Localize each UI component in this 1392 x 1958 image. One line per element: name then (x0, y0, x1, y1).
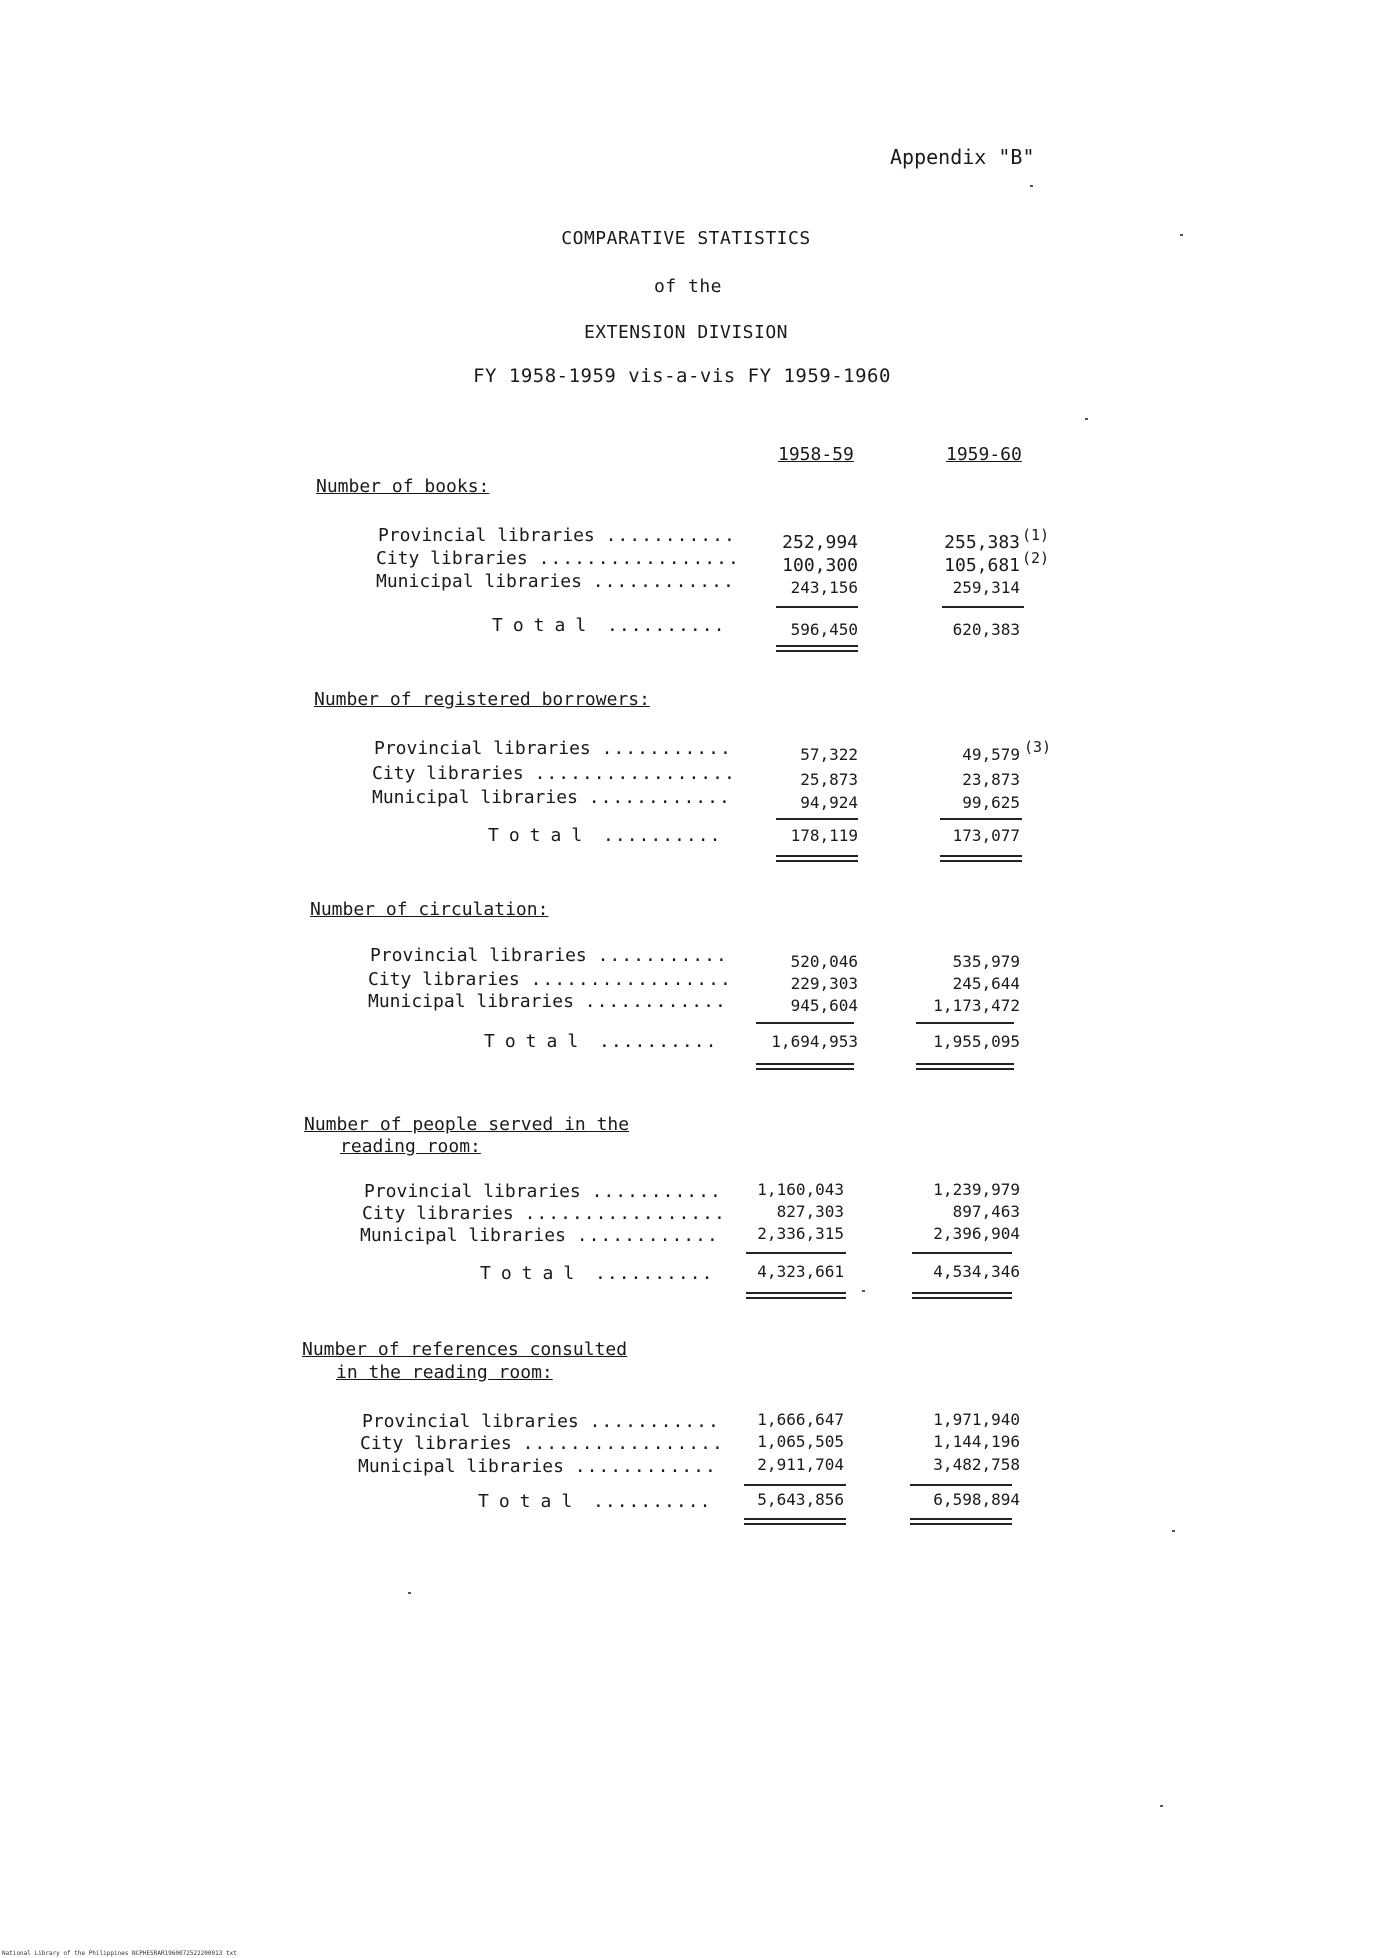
value-1958-59: 243,156 (790, 578, 858, 597)
value-1959-60: 245,644 (952, 974, 1020, 993)
total-double-rule (756, 1063, 854, 1070)
row-label: City libraries (372, 763, 524, 784)
sum-rule (912, 1252, 1012, 1254)
scan-speck (1180, 234, 1183, 236)
value-1959-60: 259,314 (952, 578, 1020, 597)
row-label: Provincial libraries (370, 945, 587, 966)
footnote-marker: (3) (1024, 738, 1052, 756)
total-double-rule (746, 1292, 846, 1299)
leader-dots: ............ (592, 571, 735, 592)
total-double-rule (744, 1518, 846, 1525)
leader-dots: ................. (538, 548, 740, 569)
sum-rule (942, 606, 1024, 608)
leader-dots: .......... (607, 615, 726, 636)
leader-dots: ................. (534, 763, 736, 784)
leader-dots: .......... (595, 1263, 714, 1284)
value-1958-59: 1,160,043 (757, 1180, 844, 1199)
total-1958-59: 1,694,953 (771, 1032, 858, 1051)
row-label: Provincial libraries (362, 1411, 579, 1432)
total-1959-60: 1,955,095 (933, 1032, 1020, 1051)
row-label: Municipal libraries (358, 1456, 564, 1477)
footnote-marker: (2) (1022, 549, 1050, 567)
value-1958-59: 229,303 (790, 974, 858, 993)
total-label: Total (488, 825, 593, 846)
row-label: Municipal libraries (360, 1225, 566, 1246)
leader-dots: ........... (589, 1411, 720, 1432)
leader-dots: ............ (576, 1225, 719, 1246)
title-line-4: FY 1958-1959 vis-a-vis FY 1959-1960 (473, 365, 891, 387)
total-label: Total (492, 615, 597, 636)
total-double-rule (910, 1518, 1012, 1525)
footnote-marker: (1) (1022, 526, 1050, 544)
value-1959-60: 99,625 (962, 793, 1020, 812)
section-label: Number of books: (316, 476, 490, 497)
value-1958-59: 57,322 (800, 745, 858, 764)
scan-speck (1172, 1530, 1175, 1532)
column-header-1958-59: 1958-59 (778, 444, 854, 465)
scan-speck (1085, 418, 1088, 420)
title-line-1: COMPARATIVE STATISTICS (561, 228, 811, 249)
section-label: Number of references consulted (302, 1339, 628, 1360)
value-1959-60: 897,463 (952, 1202, 1020, 1221)
column-header-1959-60: 1959-60 (946, 444, 1022, 465)
total-label: Total (480, 1263, 585, 1284)
row-label: City libraries (368, 969, 520, 990)
value-1959-60: 49,579 (962, 745, 1020, 764)
value-1958-59: 94,924 (800, 793, 858, 812)
section-label: Number of circulation: (310, 899, 549, 920)
total-double-rule (940, 855, 1022, 862)
row-label: Municipal libraries (372, 787, 578, 808)
row-label: Provincial libraries (374, 738, 591, 759)
scan-footer: National Library of the Philippines NCPHESRAR1960072522200013 txt (2, 1950, 237, 1957)
value-1959-60: 535,979 (952, 952, 1020, 971)
row-label: City libraries (376, 548, 528, 569)
section-label: Number of registered borrowers: (314, 689, 650, 710)
sum-rule (746, 1252, 846, 1254)
row-label: City libraries (362, 1203, 514, 1224)
scan-speck (1030, 185, 1033, 187)
section-label: Number of people served in the (304, 1114, 630, 1135)
total-double-rule (916, 1063, 1014, 1070)
leader-dots: .......... (593, 1491, 712, 1512)
row-label: Provincial libraries (364, 1181, 581, 1202)
value-1959-60: 1,239,979 (933, 1180, 1020, 1199)
scan-speck (1160, 1805, 1163, 1807)
leader-dots: ............ (588, 787, 731, 808)
sum-rule (744, 1484, 846, 1486)
sum-rule (910, 1484, 1012, 1486)
value-1958-59: 2,336,315 (757, 1224, 844, 1243)
total-1958-59: 5,643,856 (757, 1490, 844, 1509)
leader-dots: ........... (597, 945, 728, 966)
total-1959-60: 173,077 (952, 826, 1020, 845)
value-1958-59: 520,046 (790, 952, 858, 971)
section-label-continued: reading room: (340, 1136, 481, 1157)
leader-dots: ........... (605, 525, 736, 546)
total-1959-60: 4,534,346 (933, 1262, 1020, 1281)
value-1958-59: 1,666,647 (757, 1410, 844, 1429)
sum-rule (776, 606, 858, 608)
total-1959-60: 620,383 (952, 620, 1020, 639)
section-label-continued: in the reading room: (336, 1362, 553, 1383)
value-1958-59: 252,994 (782, 532, 858, 553)
value-1959-60: 2,396,904 (933, 1224, 1020, 1243)
sum-rule (940, 818, 1022, 820)
leader-dots: ................. (522, 1433, 724, 1454)
row-label: Municipal libraries (368, 991, 574, 1012)
value-1958-59: 827,303 (776, 1202, 844, 1221)
scan-speck (408, 1592, 411, 1594)
value-1959-60: 255,383 (944, 532, 1020, 553)
total-label: Total (478, 1491, 583, 1512)
leader-dots: ................. (524, 1203, 726, 1224)
row-label: City libraries (360, 1433, 512, 1454)
value-1959-60: 23,873 (962, 770, 1020, 789)
value-1959-60: 1,971,940 (933, 1410, 1020, 1429)
value-1958-59: 1,065,505 (757, 1432, 844, 1451)
value-1959-60: 1,144,196 (933, 1432, 1020, 1451)
leader-dots: ................. (530, 969, 732, 990)
value-1958-59: 25,873 (800, 770, 858, 789)
leader-dots: ........... (591, 1181, 722, 1202)
leader-dots: ........... (601, 738, 732, 759)
value-1958-59: 100,300 (782, 555, 858, 576)
appendix-label: Appendix "B" (890, 145, 1035, 169)
total-1958-59: 596,450 (790, 620, 858, 639)
sum-rule (756, 1022, 854, 1024)
value-1959-60: 105,681 (944, 555, 1020, 576)
value-1958-59: 2,911,704 (757, 1455, 844, 1474)
total-1958-59: 178,119 (790, 826, 858, 845)
row-label: Provincial libraries (378, 525, 595, 546)
scan-speck (862, 1290, 865, 1292)
leader-dots: .......... (599, 1031, 718, 1052)
total-label: Total (484, 1031, 589, 1052)
row-label: Municipal libraries (376, 571, 582, 592)
title-line-2: of the (653, 276, 723, 297)
value-1959-60: 3,482,758 (933, 1455, 1020, 1474)
leader-dots: ............ (574, 1456, 717, 1477)
total-double-rule (776, 645, 858, 652)
sum-rule (776, 818, 858, 820)
total-1958-59: 4,323,661 (757, 1262, 844, 1281)
leader-dots: ............ (584, 991, 727, 1012)
total-double-rule (912, 1292, 1012, 1299)
title-line-3: EXTENSION DIVISION (583, 322, 789, 343)
sum-rule (916, 1022, 1014, 1024)
total-1959-60: 6,598,894 (933, 1490, 1020, 1509)
value-1959-60: 1,173,472 (933, 996, 1020, 1015)
leader-dots: .......... (603, 825, 722, 846)
value-1958-59: 945,604 (790, 996, 858, 1015)
total-double-rule (776, 855, 858, 862)
